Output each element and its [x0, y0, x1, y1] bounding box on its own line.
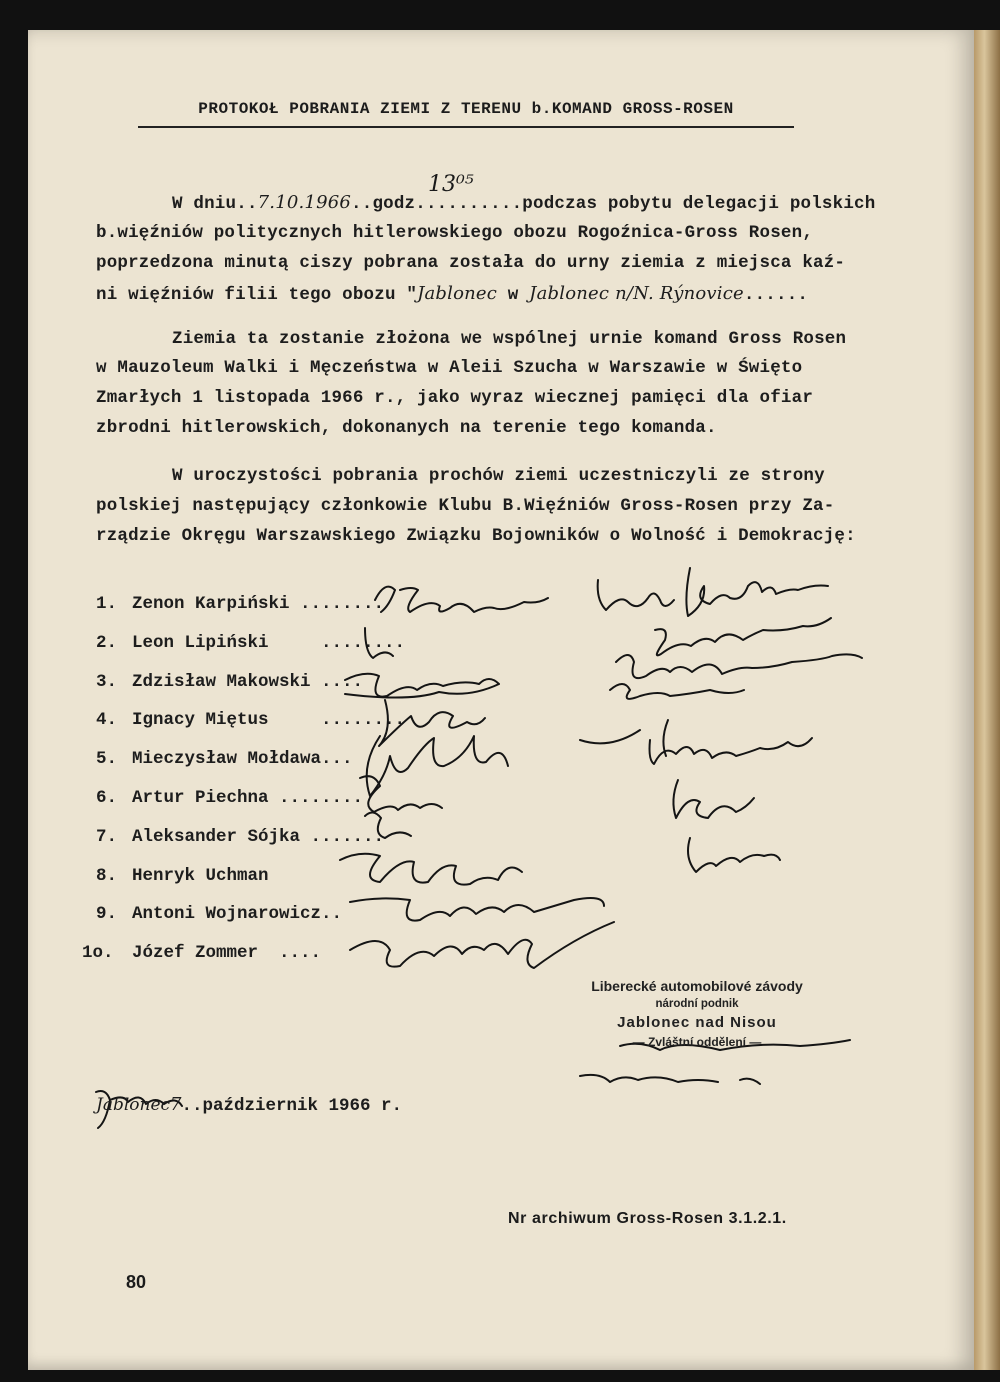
signature-6 [365, 628, 393, 658]
signature-5 [616, 654, 862, 678]
list-item: 1. Zenon Karpiński ........ [96, 594, 385, 614]
para1-line1: W dniu..7.10.1966..godz..........podczas pobytu delegacji polskich [172, 192, 876, 214]
para2-line1: Ziemia ta zostanie złożona we wspólnej urnie komand Gross Rosen [172, 329, 847, 349]
signature-16 [688, 838, 780, 872]
date-place-line: Jablonec7..październik 1966 r. [96, 1094, 403, 1116]
handwritten-date: 7.10.1966 [257, 192, 352, 213]
handwritten-place: Jablonec [417, 283, 498, 304]
handwritten-date-place: Jablonec [96, 1095, 171, 1115]
signature-14 [673, 780, 754, 818]
stamp-line-3: Jablonec nad Nisou [617, 1014, 777, 1031]
signature-19 [350, 922, 614, 968]
para1-line3: poprzedzona minutą ciszy pobrana została do urny ziemia z miejsca kaź- [96, 253, 846, 273]
para1-line4: ni więźniów filii tego obozu "Jablonec w Jablonec n/N. Rýnovice...... [96, 283, 809, 305]
company-stamp [572, 978, 822, 1049]
list-item: 5. Mieczysław Mołdawa... [96, 749, 353, 770]
stamp-line-4: — Zvláštní oddělení — [632, 1035, 762, 1049]
handwritten-region: Jablonec n/N. Rýnovice [529, 283, 744, 304]
stamp-line-1: Liberecké automobilové závody [591, 978, 803, 994]
para1-line2: b.więźniów politycznych hitlerowskiego obozu Rogoźnica-Gross Rosen, [96, 223, 814, 243]
para2-line3: Zmarłych 1 listopada 1966 r., jako wyraz wiecznej pamięci dla ofiar [96, 388, 814, 408]
para3-line1: W uroczystości pobrania prochów ziemi uczestniczyli ze strony [172, 466, 825, 486]
handwritten-time: 13⁰⁵ [428, 172, 474, 197]
list-item: 7. Aleksander Sójka ....... [96, 826, 385, 847]
signature-15 [365, 812, 411, 838]
para2-line4: zbrodni hitlerowskich, dokonanych na terenie tego komanda. [96, 418, 717, 438]
signature-22 [580, 1075, 760, 1084]
signature-8 [610, 684, 744, 699]
signature-13 [360, 776, 442, 812]
signature-12 [367, 736, 508, 796]
signature-18 [350, 898, 604, 921]
para3-line2: polskiej następujący członkowie Klubu B.Więźniów Gross-Rosen przy Za- [96, 496, 835, 516]
signature-2 [598, 580, 674, 610]
signature-1 [375, 587, 548, 612]
para3-line3: rządzie Okręgu Warszawskiego Związku Bojowników o Wolność i Demokrację: [96, 526, 856, 546]
list-item: 3. Zdzisław Makowski .... [96, 671, 364, 692]
list-item: 1o. Józef Zommer .... [82, 943, 322, 964]
document-title: PROTOKOŁ POBRANIA ZIEMI Z TERENU b.KOMAND GROSS-ROSEN [198, 100, 734, 118]
list-item: 2. Leon Lipiński ........ [96, 632, 406, 653]
list-item: 6. Artur Piechna ........ [96, 787, 364, 808]
signature-11 [650, 738, 813, 764]
signature-7 [345, 674, 499, 698]
archive-number: Nr archiwum Gross-Rosen 3.1.2.1. [508, 1210, 787, 1227]
handwritten-day: 7 [170, 1094, 182, 1115]
signature-10 [580, 720, 668, 756]
signature-17 [340, 854, 522, 885]
page-number: 80 [126, 1272, 147, 1292]
list-item: 8. Henryk Uchman [96, 865, 269, 886]
signature-3 [686, 568, 828, 616]
list-item: 9. Antoni Wojnarowicz.. [96, 904, 343, 925]
stamp-line-2: národní podnik [655, 998, 739, 1010]
signature-4 [655, 618, 831, 655]
para2-line2: w Mauzoleum Walki i Męczeństwa w Aleii Szucha w Warszawie w Święto [96, 358, 803, 378]
list-item: 4. Ignacy Miętus ........ [96, 710, 406, 731]
